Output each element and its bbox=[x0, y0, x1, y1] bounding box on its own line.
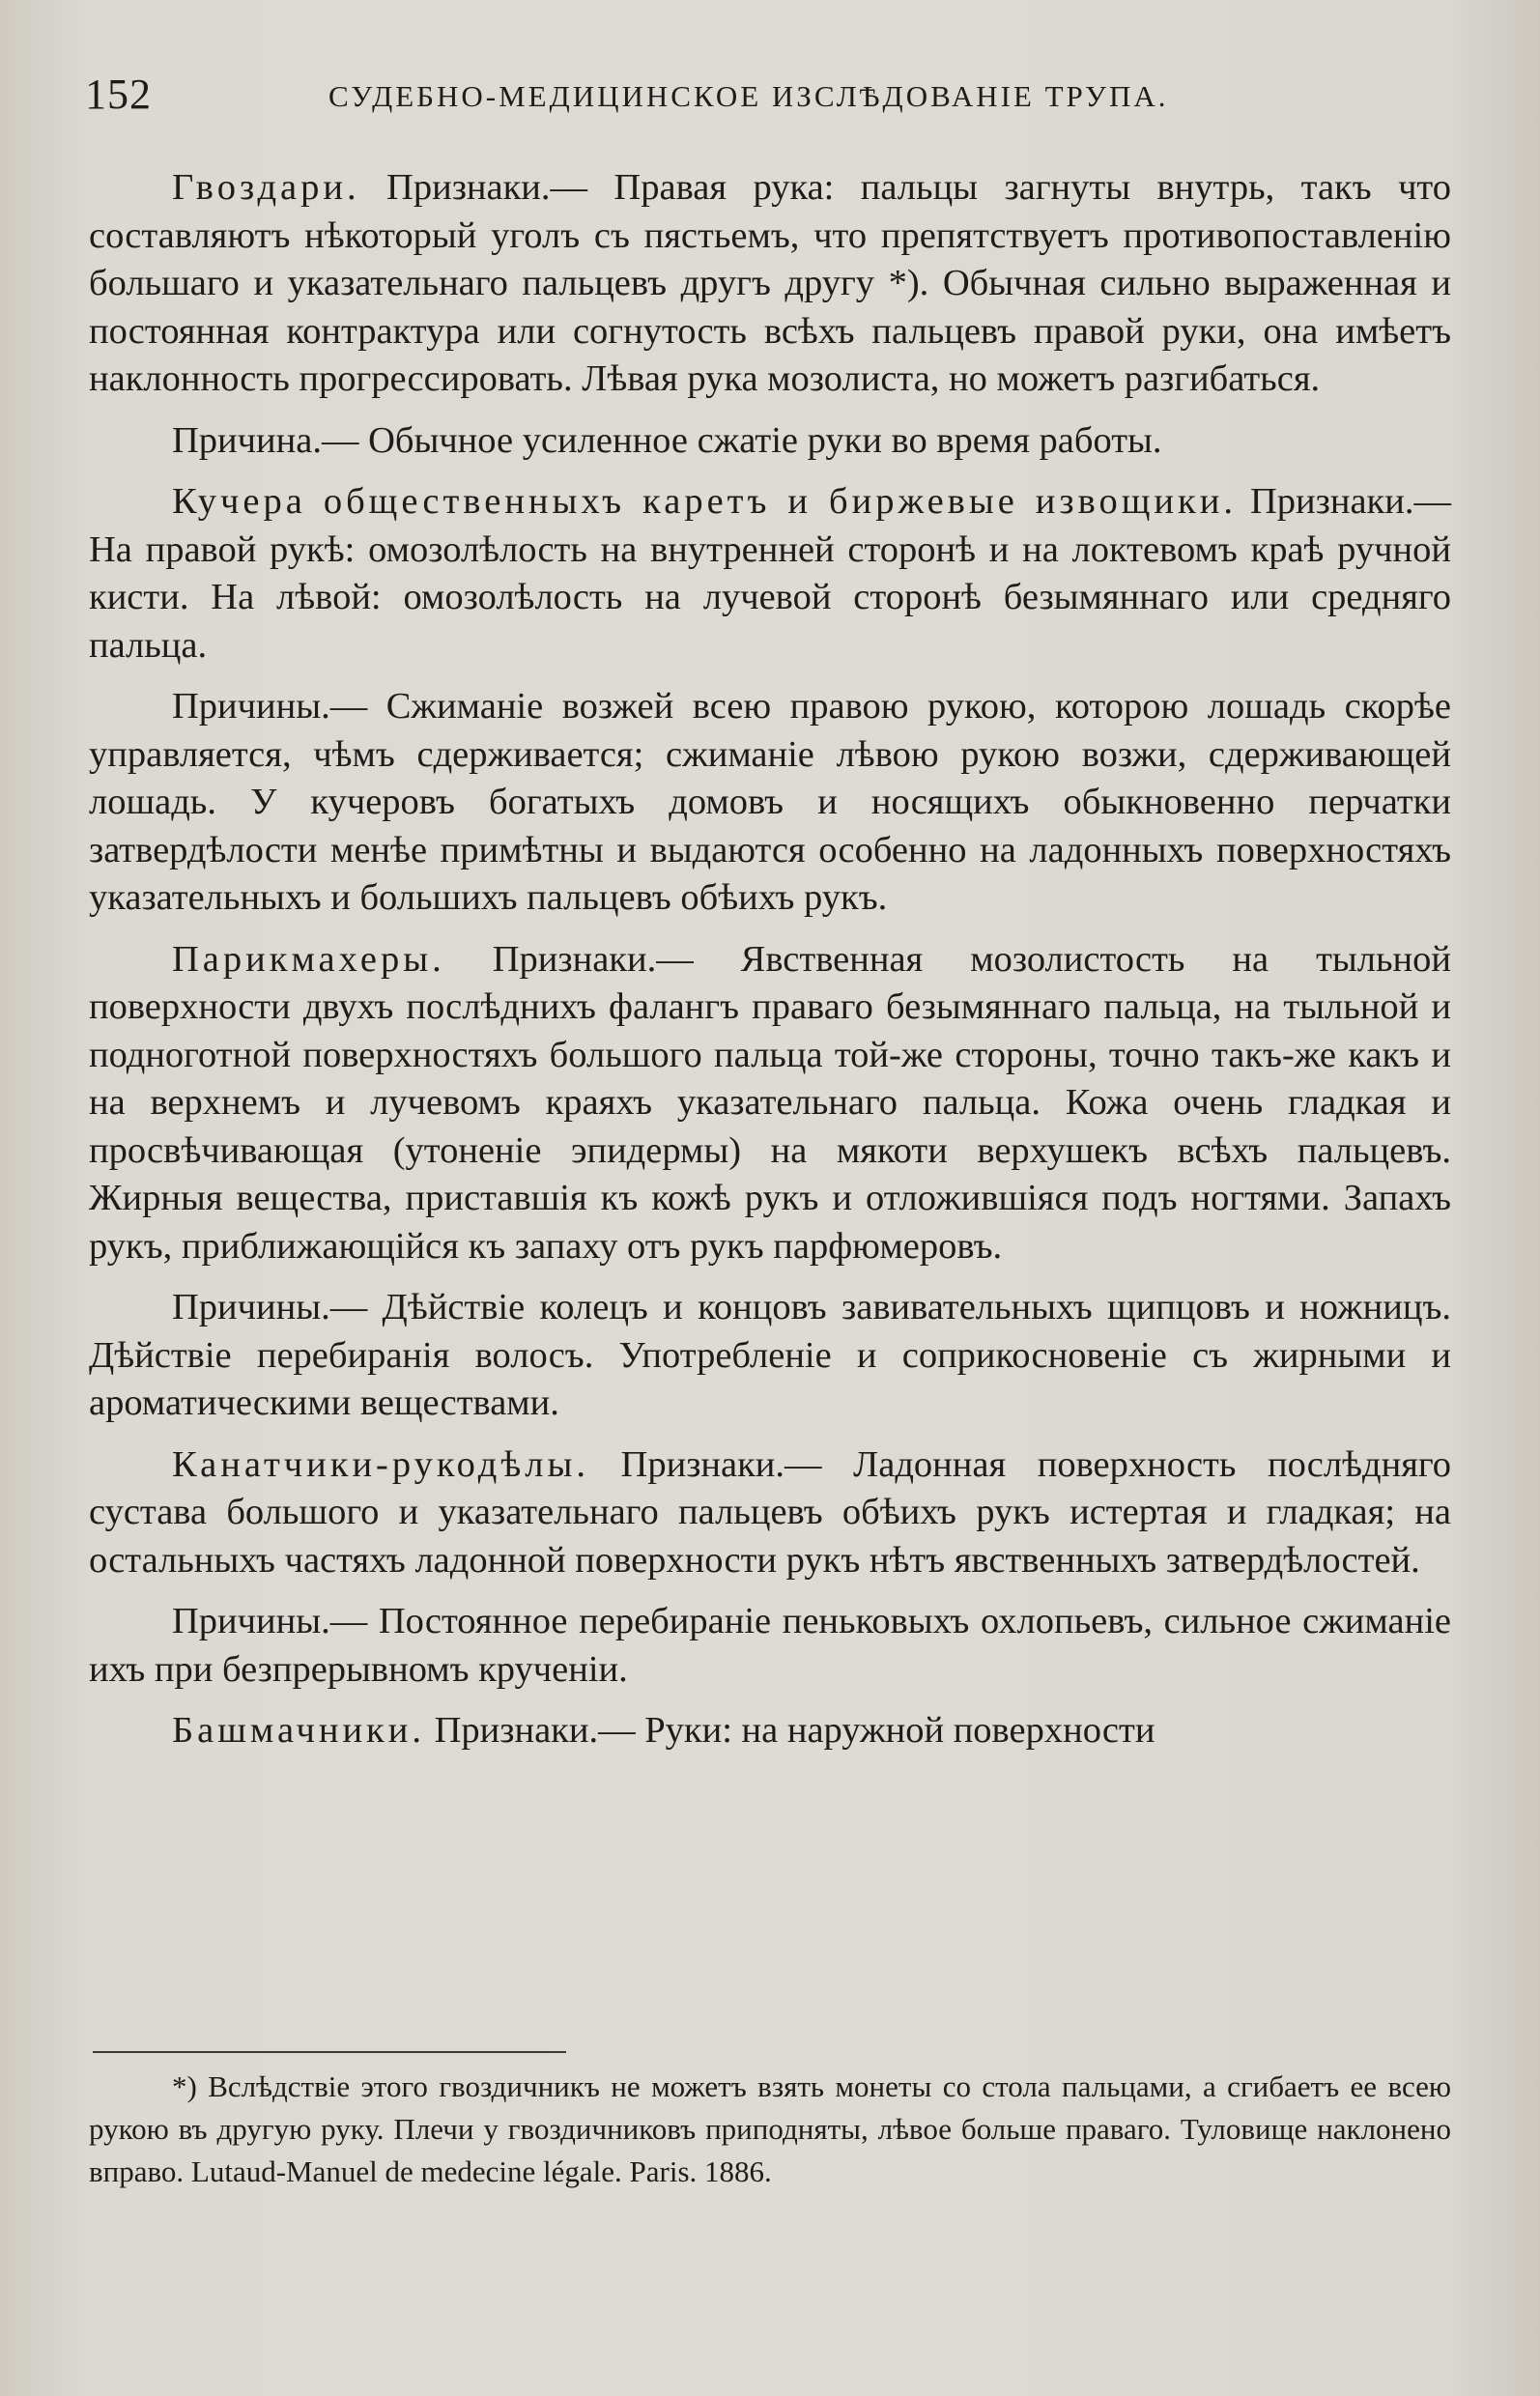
paragraph-text: Признаки.— Явственная мозолистость на тыльной поверхности двухъ послѣднихъ фалангъ праваго безымяннаго пальца, на тыльной и подноготной поверхностяхъ большого пальца той-же стороны, точно такъ-же какъ и на верхнемъ и лучевомъ краяхъ указательнаго пальца. Кожа очень гладкая и просвѣчивающая (утоненіе эпидермы) на мякоти верхушекъ всѣхъ пальцевъ. Жирныя вещества, приставшія къ кожѣ рукъ и отложившіяся подъ ногтями. Запахъ рукъ, приближающійся къ запаху отъ рукъ парфюмеровъ. bbox=[89, 938, 1451, 1267]
page-header bbox=[85, 70, 1476, 128]
footnote-divider bbox=[93, 2051, 566, 2053]
paragraph-shoemakers bbox=[89, 1707, 1451, 1755]
paragraph-text: Причина.— Обычное усиленное сжатіе руки во время работы. bbox=[172, 419, 1162, 461]
paragraph-text: Причины.— Дѣйствіе колецъ и концовъ завивательныхъ щипцовъ и ножницъ. Дѣйствіе перебиранія волосъ. Употребленіе и соприкосновеніе съ жирными и ароматическими веществами. bbox=[89, 1287, 1451, 1423]
paragraph-coachmen-cause bbox=[89, 683, 1451, 923]
paragraph-heading: Башмачники. bbox=[172, 1710, 425, 1751]
paragraph-text: Причины.— Постоянное перебираніе пеньковыхъ охлопьевъ, сильное сжиманіе ихъ при безпрерывномъ крученіи. bbox=[89, 1601, 1451, 1690]
paragraph-coachmen bbox=[89, 478, 1451, 670]
paragraph-hairdressers-cause bbox=[89, 1284, 1451, 1428]
paragraph-hairdressers bbox=[89, 936, 1451, 1271]
paragraph-heading: Гвоздари. bbox=[172, 167, 360, 208]
page-number: 152 bbox=[85, 71, 152, 118]
paragraph-nail-makers bbox=[89, 164, 1451, 404]
paragraph-nail-makers-cause bbox=[89, 417, 1451, 466]
paragraph-rope-makers-cause bbox=[89, 1598, 1451, 1694]
main-text bbox=[89, 164, 1451, 1769]
paragraph-text: Признаки.— Ладонная поверхность послѣдняго сустава большого и указательнаго пальцевъ обѣихъ рукъ истертая и гладкая; на остальныхъ частяхъ ладонной поверхности рукъ нѣтъ явственныхъ затвердѣлостей. bbox=[89, 1443, 1451, 1581]
paragraph-rope-makers bbox=[89, 1441, 1451, 1585]
footnote: *) Вслѣдствіе этого гвоздичникъ не можетъ взять монеты со стола пальцами, а сгибаетъ ее всею рукою въ другую руку. Плечи у гвоздичниковъ приподняты, лѣвое больше праваго. Туловище наклонено вправо. Lutaud-Manuel de medecine légale. Paris. 1886. bbox=[89, 2069, 1451, 2188]
paragraph-text: Признаки.— Правая рука: пальцы загнуты внутрь, такъ что составляютъ нѣкоторый уголъ съ пястьемъ, что препятствуетъ противопоставленію большаго и указательнаго пальцевъ другъ другу *). Обычная сильно выраженная и постоянная контрактура или согнутость всѣхъ пальцевъ правой руки, она имѣетъ наклонность прогрессировать. Лѣвая рука мозолиста, но можетъ разгибаться. bbox=[89, 167, 1451, 399]
paragraph-heading: Кучера общественныхъ каретъ и биржевые извощики. bbox=[172, 481, 1237, 522]
paragraph-text: Причины.— Сжиманіе возжей всею правою рукою, которою лошадь скорѣе управляется, чѣмъ сдерживается; сжиманіе лѣвою рукою возжи, сдерживающей лошадь. У кучеровъ богатыхъ домовъ и носящихъ обыкновенно перчатки затвердѣлости менѣе примѣтны и выдаются особенно на ладонныхъ поверхностяхъ указательныхъ и большихъ пальцевъ обѣихъ рукъ. bbox=[89, 686, 1451, 918]
paragraph-text: Признаки.— На правой рукѣ: омозолѣлость на внутренней сторонѣ и на локтевомъ краѣ ручной кисти. На лѣвой: омозолѣлость на лучевой сторонѣ безымяннаго или средняго пальца. bbox=[89, 481, 1451, 666]
paragraph-heading: Канатчики-рукодѣлы. bbox=[172, 1443, 589, 1485]
running-title: СУДЕБНО-МЕДИЦИНСКОЕ ИЗСЛѢДОВАНІЕ ТРУПА. bbox=[328, 79, 1169, 113]
paragraph-text: Признаки.— Руки: на наружной поверхности bbox=[425, 1710, 1155, 1751]
paragraph-heading: Парикмахеры. bbox=[172, 938, 445, 980]
